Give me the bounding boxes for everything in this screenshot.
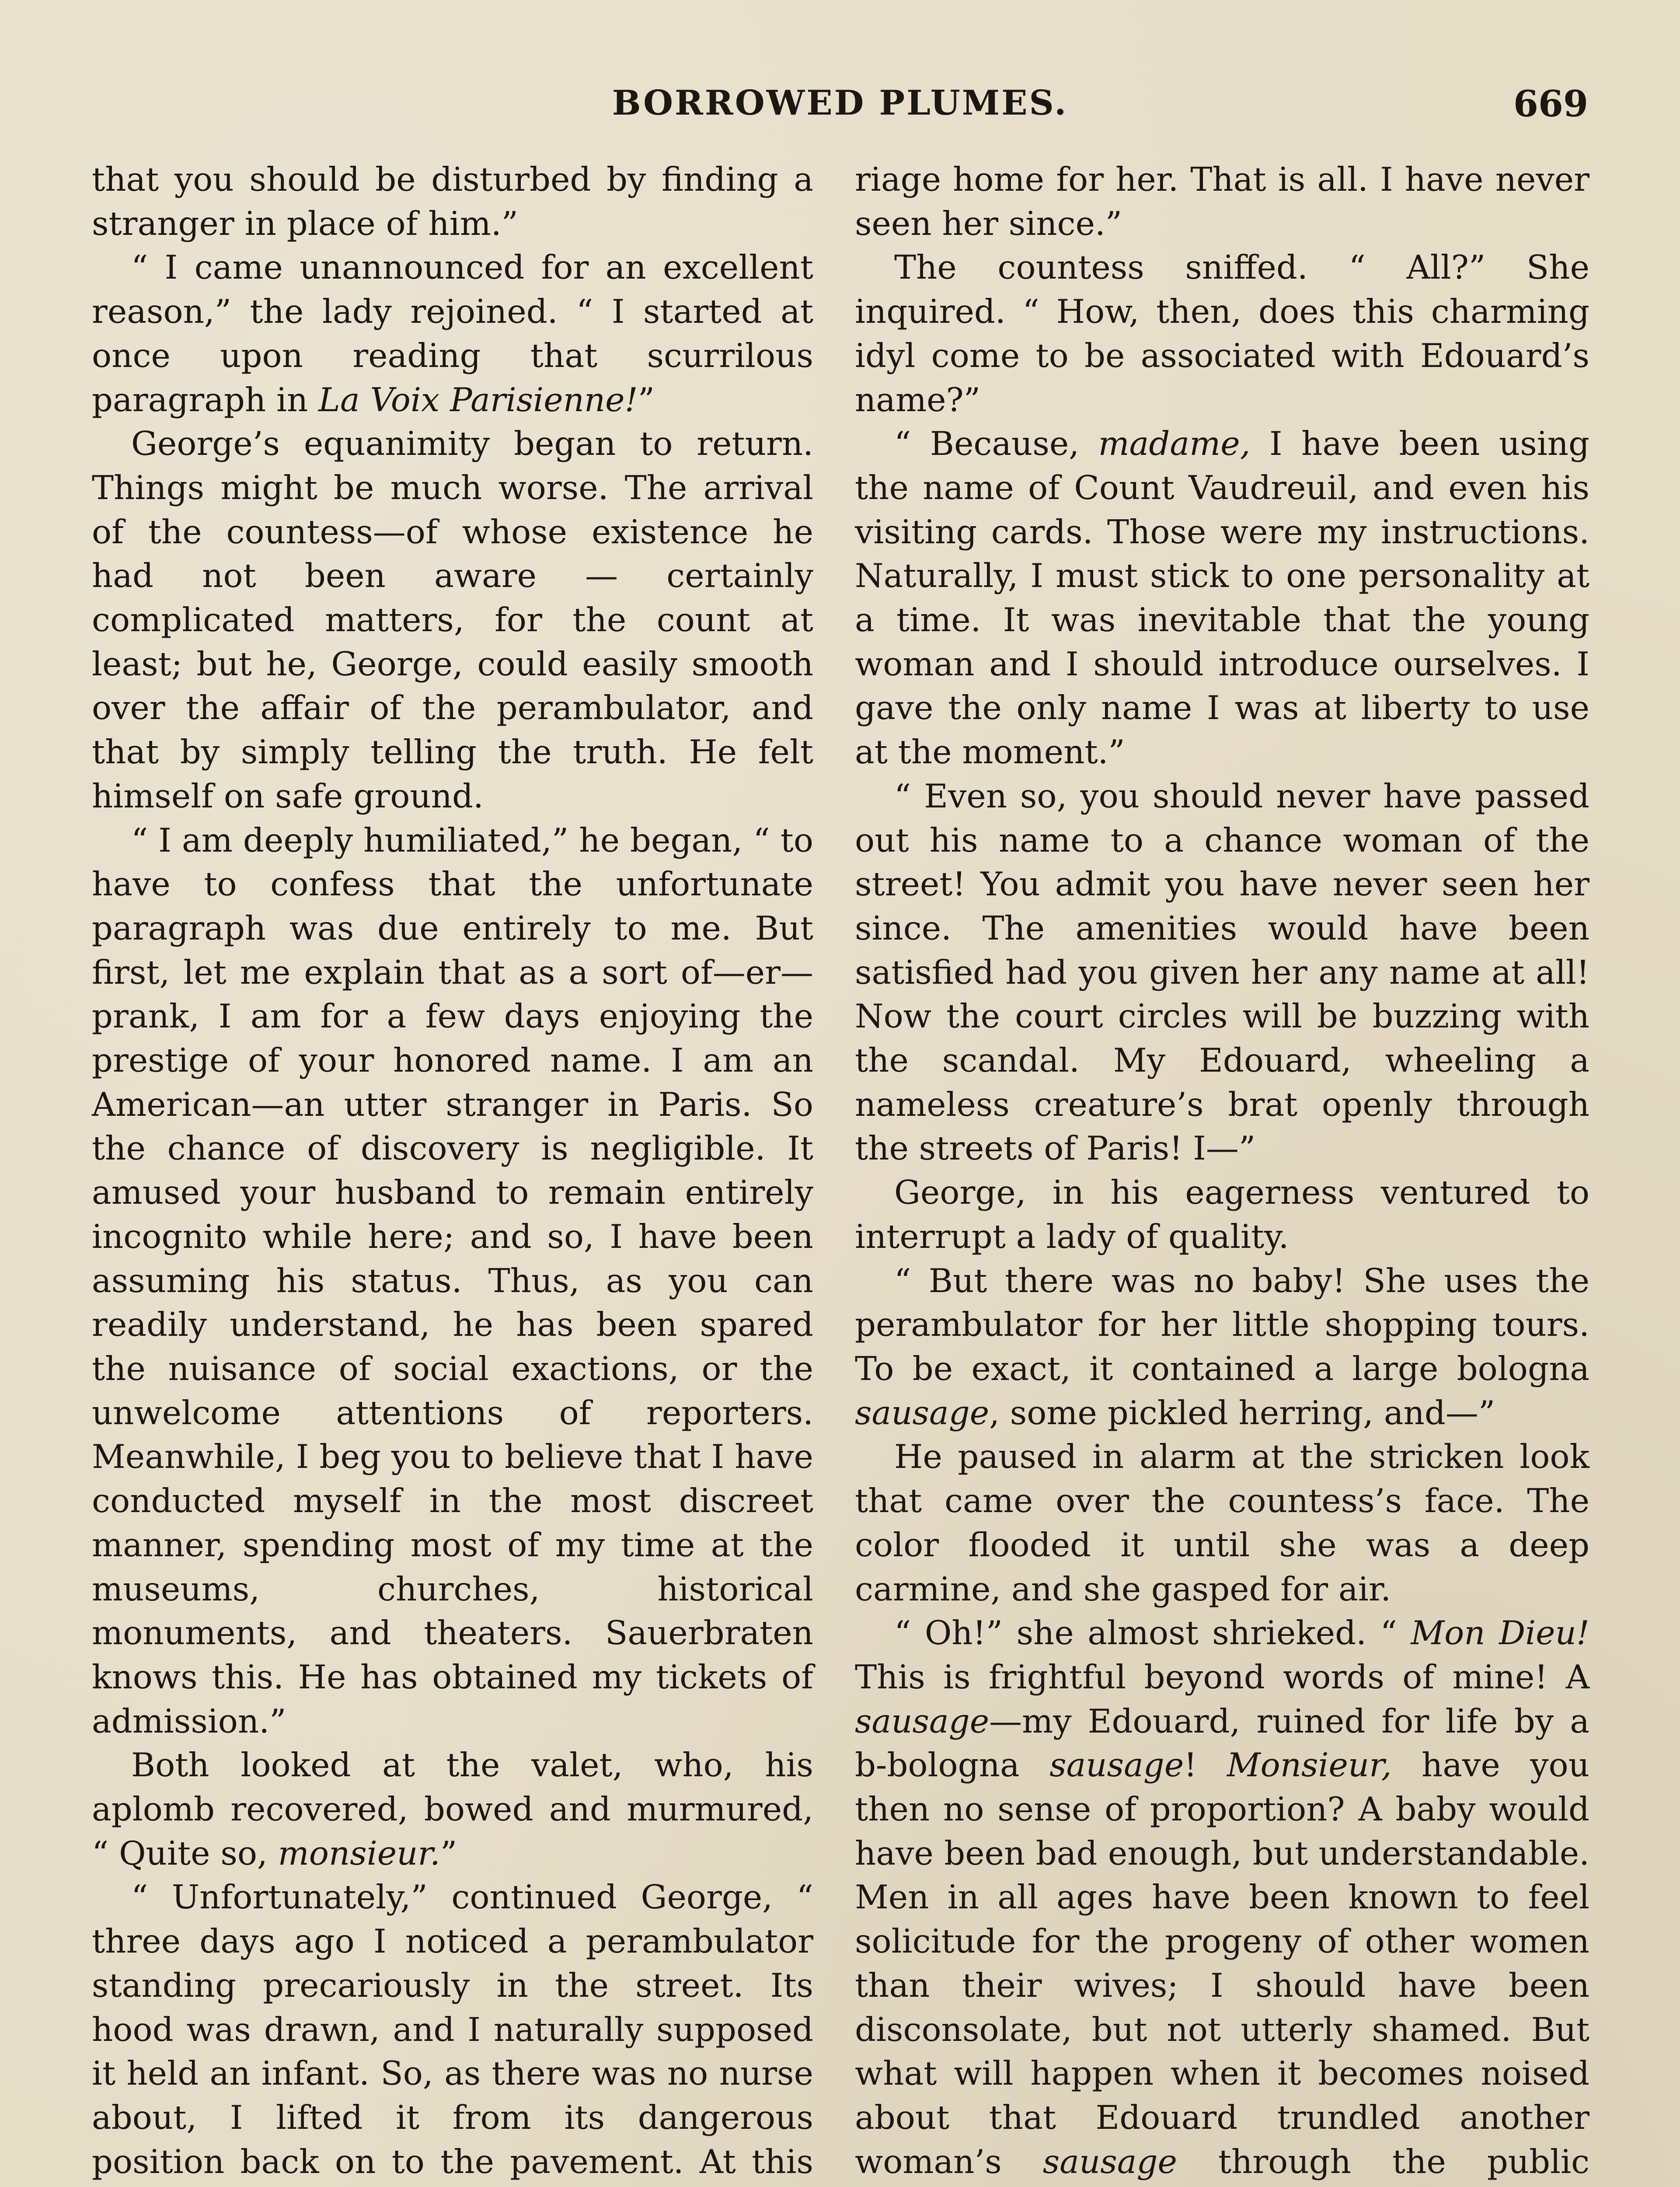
paragraph: “ Because, madame, I have been using the name of Count Vaudreuil, and even his visiting cards. Those were my instructions. Naturally, I must stick to one personality at a time. It was inevitable that the young woman and I should introduce ourselves. I gave the only name I was at liberty to use at the moment.”	[855, 424, 1589, 772]
paragraph: “ Unfortunately,” continued George, “ three days ago I noticed a perambulator standing precariously in the street. Its hood was drawn, and I naturally supposed it held an infant. So, as there was no nurse about, I lifted it from its dangerous position back on to the pavement. At this	[92, 1878, 813, 2181]
page-number: 669	[1513, 83, 1588, 125]
paragraph: that you should be disturbed by finding a stranger in place of him.”	[92, 160, 813, 243]
paragraph: “ Even so, you should never have passed out his name to a chance woman of the street! You admit you have never seen her since. The amenities would have been satisfied had you given her any name at all! Now the court circles will be buzzing with the scandal. My Edouard, wheeling a nameless creature’s brat openly through the streets of Paris! I—”	[855, 776, 1589, 1168]
paragraph: George, in his eagerness ventured to interrupt a lady of quality.	[855, 1173, 1589, 1256]
paragraph: “ I am deeply humiliated,” he began, “ to have to confess that the unfortunate paragraph was due entirely to me. But first, let me explain that as a sort of—er—prank, I am for a few days enjoying the prestige of your honored name. I am an American—an utter stranger in Paris. So the chance of discovery is negligible. It amused your husband to remain entirely incognito while here; and so, I have been assuming his status. Thus, as you can readily understand, he has been spared the nuisance of social exactions, or the unwelcome attentions of reporters. Meanwhile, I beg you to believe that I have conducted myself in the most discreet manner, spending most of my time at the museums, churches, historical monuments, and theaters. Sauerbraten knows this. He has obtained my tickets of admission.”	[92, 821, 813, 1740]
right-column	[855, 157, 1589, 2187]
page-header	[92, 83, 1588, 131]
paragraph: “ Oh!” she almost shrieked. “ Mon Dieu! This is frightful beyond words of mine! A sausage—my Edouard, ruined for life by a b-bologna sausage! Monsieur, have you then no sense of proportion? A baby would have been bad enough, but understandable. Men in all ages have been known to feel solicitude for the progeny of other women than their wives; I should have been disconsolate, but not utterly shamed. But what will happen when it becomes noised about that Edouard trundled another woman’s sausage through the public	[855, 1614, 1590, 2181]
paragraph: Both looked at the valet, who, his aplomb recovered, bowed and murmured, “ Quite so, monsieur.”	[92, 1746, 813, 1873]
paragraph: George’s equanimity began to return. Things might be much worse. The arrival of the countess—of whose existence he had not been aware — certainly complicated matters, for the count at least; but he, George, could easily smooth over the affair of the perambulator, and that by simply telling the truth. He felt himself on safe ground.	[92, 424, 813, 815]
paragraph: “ But there was no baby! She uses the perambulator for her little shopping tours. To be exact, it contained a large bologna sausage, some pickled herring, and—”	[855, 1261, 1589, 1432]
left-column	[92, 157, 813, 2187]
paragraph: “ I came unannounced for an excellent reason,” the lady rejoined. “ I started at once upon reading that scurrilous paragraph in La Voix Parisienne!”	[92, 248, 813, 419]
running-title: BORROWED PLUMES.	[612, 83, 1068, 123]
paragraph: riage home for her. That is all. I have never seen her since.”	[855, 160, 1589, 243]
paragraph: He paused in alarm at the stricken look that came over the countess’s face. The color flooded it until she was a deep carmine, and she gasped for air.	[855, 1437, 1589, 1608]
paragraph: The countess sniffed. “ All?” She inquired. “ How, then, does this charming idyl come to be associated with Edouard’s name?”	[855, 248, 1589, 419]
